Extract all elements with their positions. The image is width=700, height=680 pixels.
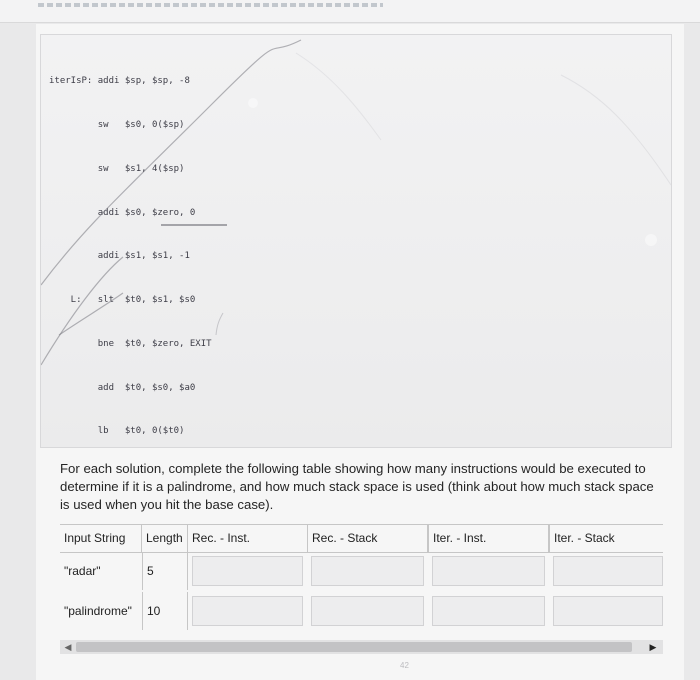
progress-strip: [38, 3, 383, 7]
table-header-row: [60, 525, 663, 553]
rec-stack-input[interactable]: [311, 556, 424, 586]
rec-stack-input[interactable]: [311, 596, 424, 626]
code-image: [40, 34, 672, 448]
scrollbar-thumb[interactable]: [76, 642, 632, 652]
iter-stack-input[interactable]: [553, 596, 663, 626]
header-iter-inst: Iter. - Inst.: [428, 525, 549, 552]
iter-stack-input[interactable]: [553, 556, 663, 586]
answer-table: [60, 524, 663, 631]
code-line: sw $s0, 0($sp): [49, 119, 185, 130]
code-line: addi $s1, $s1, -1: [49, 251, 190, 262]
rec-inst-input[interactable]: [192, 556, 303, 586]
code-line: L: slt $t0, $s1, $s0: [49, 295, 196, 306]
header-rec-stack: Rec. - Stack: [307, 525, 428, 552]
table-row: [60, 552, 663, 590]
code-line: iterIsP: addi $sp, $sp, -8: [49, 76, 190, 87]
code-line: add $t0, $s0, $a0: [49, 382, 196, 393]
header-length: Length: [142, 525, 188, 552]
assembly-code: [49, 45, 212, 448]
page-number: 42: [400, 661, 409, 670]
question-text: For each solution, complete the following table showing how many instructions would be executed to determine if it is a palindrome, and how much stack space is used (think about how much stack space is used when you hit the base case).: [60, 461, 654, 512]
code-line: addi $s0, $zero, 0: [49, 207, 196, 218]
header-rec-inst: Rec. - Inst.: [192, 531, 251, 545]
scroll-right-icon[interactable]: ▶: [649, 642, 657, 652]
input-string-cell: "palindrome": [64, 604, 132, 618]
iter-inst-input[interactable]: [432, 596, 545, 626]
code-line: lb $t0, 0($t0): [49, 426, 185, 437]
code-line: bne $t0, $zero, EXIT: [49, 338, 212, 349]
horizontal-scrollbar[interactable]: [60, 640, 663, 654]
header-iter-stack: Iter. - Stack: [549, 525, 663, 552]
length-cell: 10: [142, 592, 188, 630]
input-string-cell: "radar": [64, 564, 101, 578]
iter-inst-input[interactable]: [432, 556, 545, 586]
code-line: sw $s1, 4($sp): [49, 163, 185, 174]
header-input-string: Input String: [60, 525, 142, 552]
top-strip: [0, 0, 700, 23]
scroll-left-icon[interactable]: ◀: [64, 642, 72, 652]
length-cell: 5: [142, 552, 188, 590]
rec-inst-input[interactable]: [192, 596, 303, 626]
table-row: [60, 592, 663, 630]
